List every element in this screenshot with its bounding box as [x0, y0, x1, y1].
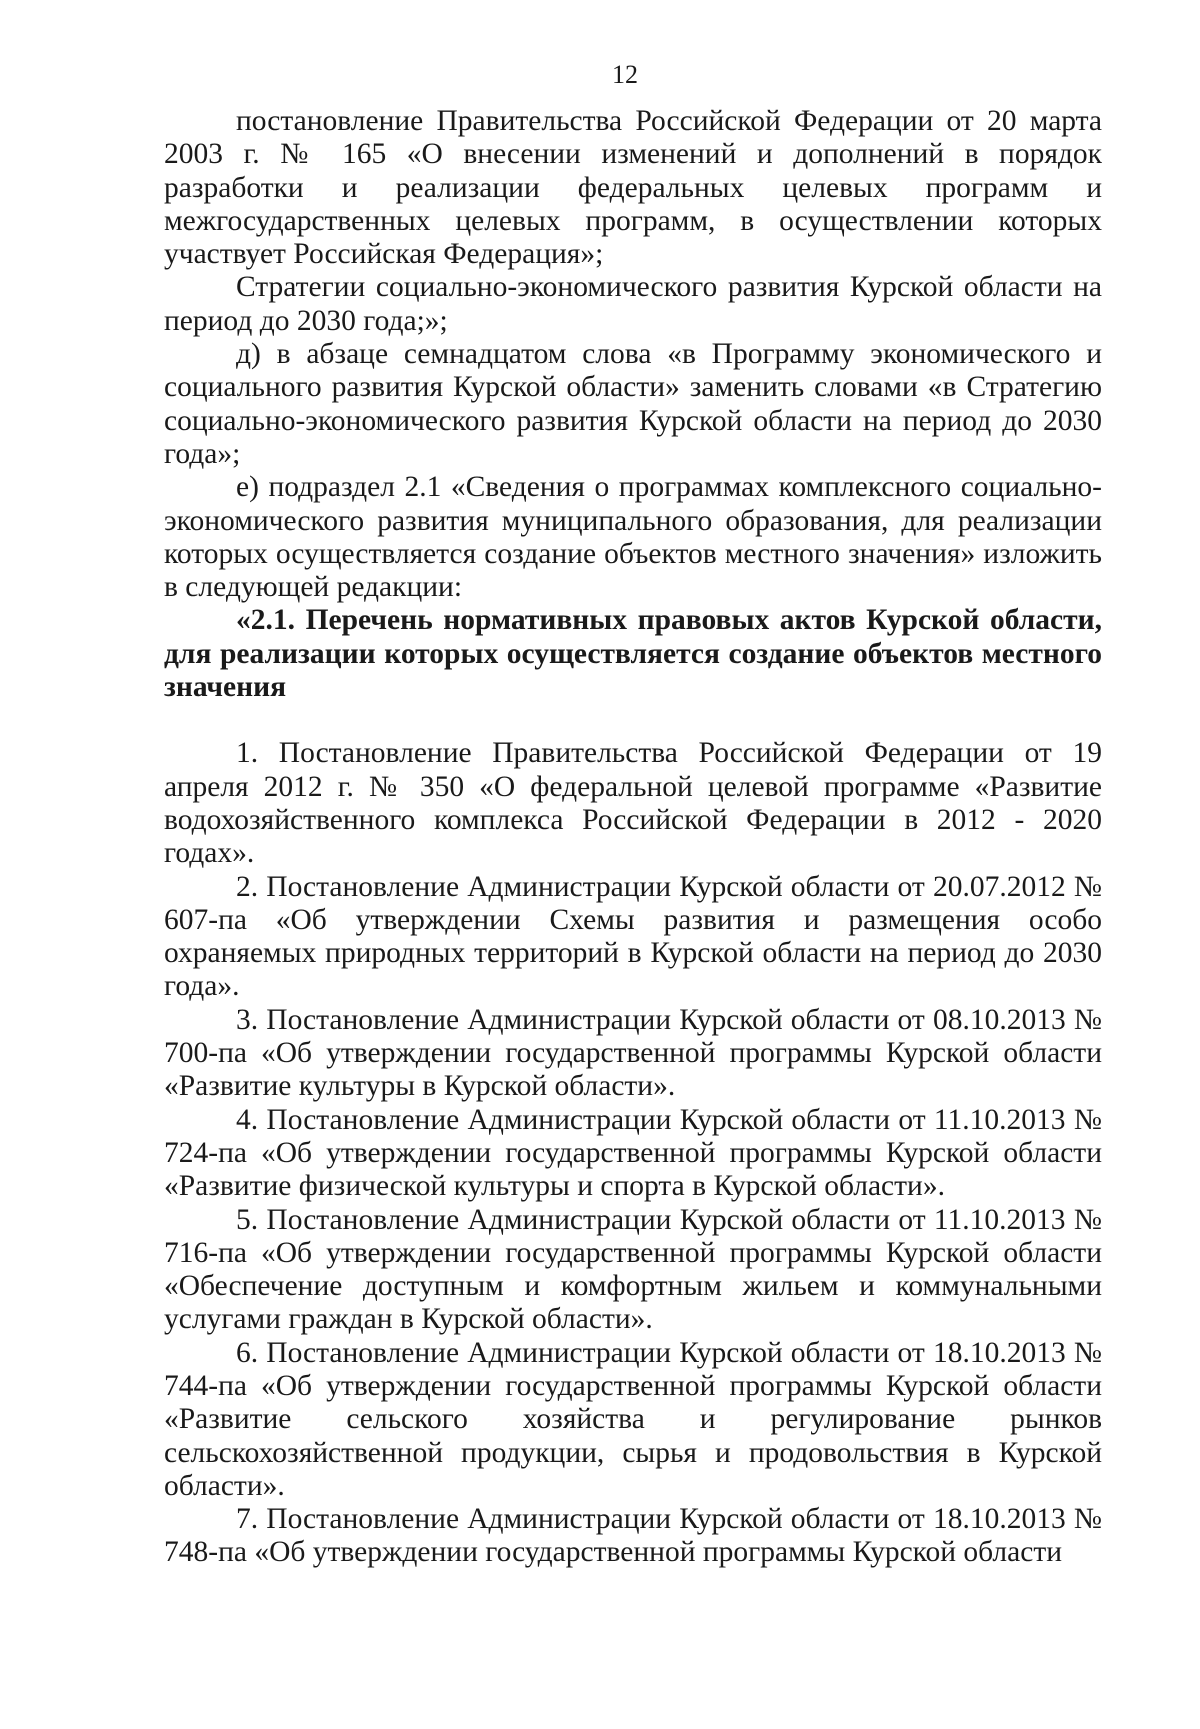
list-item-5: 5. Постановление Администрации Курской области от 11.10.2013 № 716-па «Об утверждении государственной программы Курской области «Обеспечение доступным и комфортным жильем и коммунальными услугами граждан в Курской области».: [164, 1203, 1102, 1336]
page-number: 12: [612, 60, 638, 89]
list-item-1: 1. Постановление Правительства Российской Федерации от 19 апреля 2012 г. № 350 «О федеральной целевой программе «Развитие водохозяйственного комплекса Российской Федерации в 2012 - 2020 годах».: [164, 737, 1102, 870]
document-body: [164, 105, 1102, 1570]
list-item-2: 2. Постановление Администрации Курской области от 20.07.2012 № 607-па «Об утверждении Схемы развития и размещения особо охраняемых природных территорий в Курской области на период до 2030 года».: [164, 870, 1102, 1003]
section-heading: «2.1. Перечень нормативных правовых актов Курской области, для реализации которых осуществляется создание объектов местного значения: [164, 604, 1102, 704]
list-item-7: 7. Постановление Администрации Курской области от 18.10.2013 № 748-па «Об утверждении государственной программы Курской области: [164, 1503, 1102, 1569]
paragraph-item-d: д) в абзаце семнадцатом слова «в Программу экономического и социального развития Курской области» заменить словами «в Стратегию социально-экономического развития Курской области на период до 2030 года»;: [164, 338, 1102, 470]
list-item-6: 6. Постановление Администрации Курской области от 18.10.2013 № 744-па «Об утверждении государственной программы Курской области «Развитие сельского хозяйства и регулирование рынков сельскохозяйственной продукции, сырья и продовольствия в Курской области».: [164, 1336, 1102, 1502]
paragraph-strategy: Стратегии социально-экономического развития Курской области на период до 2030 года;»;: [164, 271, 1102, 337]
paragraph-federal-decree: постановление Правительства Российской Федерации от 20 марта 2003 г. № 165 «О внесении изменений и дополнений в порядок разработки и реализации федеральных целевых программ и межгосударственных целевых программ, в осуществлении которых участвует Российская Федерация»;: [164, 105, 1102, 271]
paragraph-item-e: е) подраздел 2.1 «Сведения о программах комплексного социально-экономического развития муниципального образования, для реализации которых осуществляется создание объектов местного значения» изложить в следующей редакции:: [164, 471, 1102, 604]
list-item-4: 4. Постановление Администрации Курской области от 11.10.2013 № 724-па «Об утверждении государственной программы Курской области «Развитие физической культуры и спорта в Курской области».: [164, 1103, 1102, 1203]
list-item-3: 3. Постановление Администрации Курской области от 08.10.2013 № 700-па «Об утверждении государственной программы Курской области «Развитие культуры в Курской области».: [164, 1003, 1102, 1103]
blank-line: [164, 704, 1102, 737]
